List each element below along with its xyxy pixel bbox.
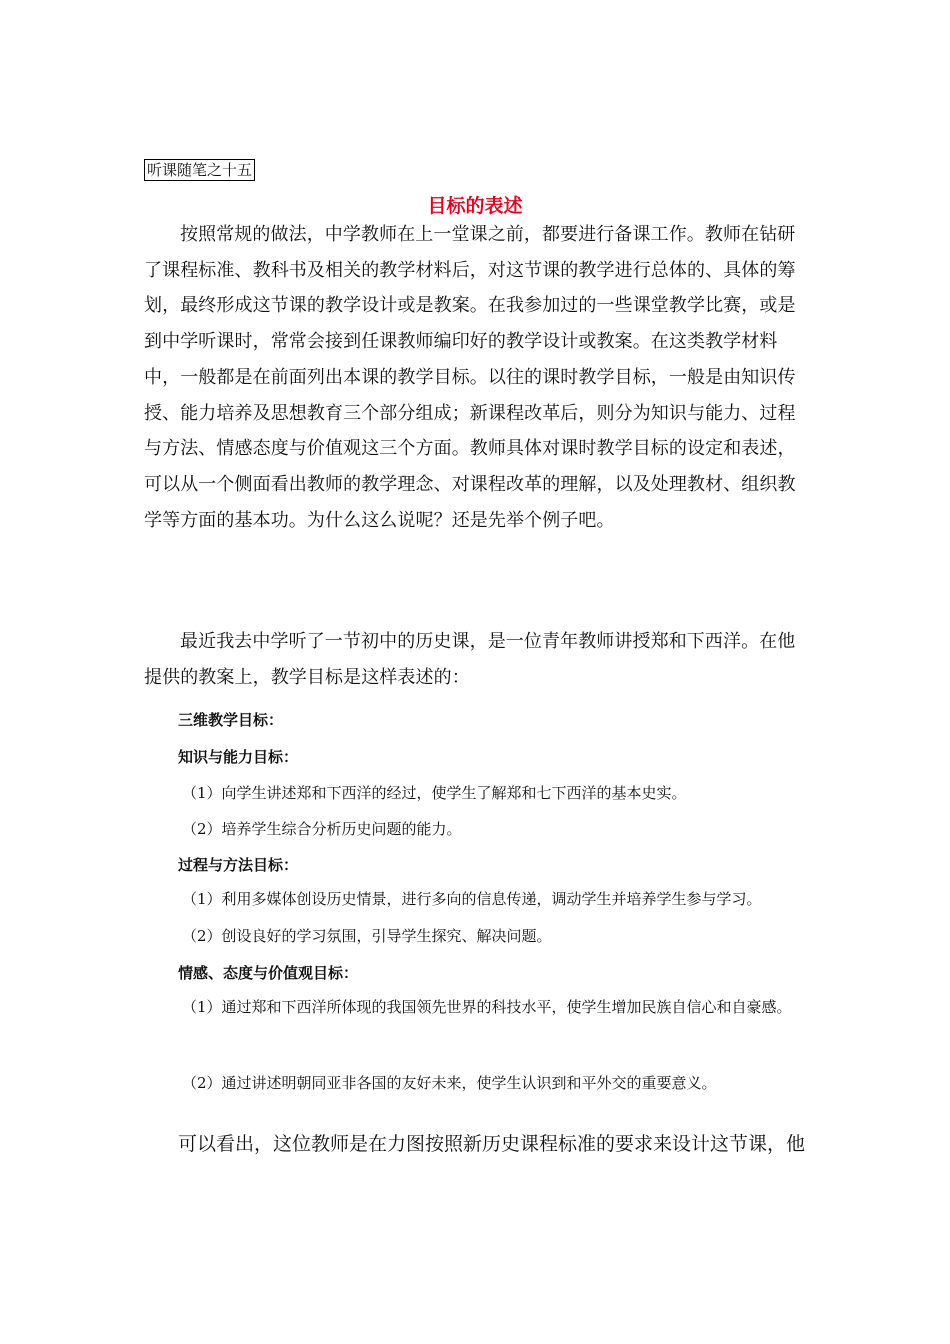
closing-paragraph: 可以看出，这位教师是在力图按照新历史课程标准的要求来设计这节课，他 bbox=[178, 1133, 806, 1155]
knowledge-item-2: （2）培养学生综合分析历史问题的能力。 bbox=[182, 820, 462, 838]
knowledge-heading: 知识与能力目标： bbox=[178, 748, 299, 766]
objectives-heading: 三维教学目标： bbox=[178, 711, 284, 729]
emotion-item-2: （2）通过讲述明朝同亚非各国的友好未来，使学生认识到和平外交的重要意义。 bbox=[182, 1074, 717, 1092]
body-paragraph-1: 按照常规的做法，中学教师在上一堂课之前，都要进行备课工作。教师在钻研了课程标准、教科书及相关的教学材料后，对这节课的教学进行总体的、具体的筹划，最终形成这节课的教学设计或是教案。在我参加过的一些课堂教学比赛，或是到中学听课时，常常会接到任课教师编印好的教学设计或教案。在这类教学材料中，一般都是在前面列出本课的教学目标。以往的课时教学目标，一般是由知识传授、能力培养及思想教育三个部分组成；新课程改革后，则分为知识与能力、过程与方法、情感态度与价值观这三个方面。教师具体对课时教学目标的设定和表述，可以从一个侧面看出教师的教学理念、对课程改革的理解，以及处理教材、组织教学等方面的基本功。为什么这么说呢？还是先举个例子吧。 bbox=[144, 224, 796, 531]
body-paragraph-2: 最近我去中学听了一节初中的历史课，是一位青年教师讲授郑和下西洋。在他提供的教案上，教学目标是这样表述的： bbox=[144, 631, 796, 688]
process-item-2: （2）创设良好的学习氛围，引导学生探究、解决问题。 bbox=[182, 927, 552, 945]
process-heading: 过程与方法目标： bbox=[178, 856, 299, 874]
process-item-1: （1）利用多媒体创设历史情景，进行多向的信息传递，调动学生并培养学生参与学习。 bbox=[182, 890, 762, 908]
emotion-item-1: （1）通过郑和下西洋所体现的我国领先世界的科技水平，使学生增加民族自信心和自豪感。 bbox=[182, 998, 792, 1016]
knowledge-item-1: （1）向学生讲述郑和下西洋的经过，使学生了解郑和七下西洋的基本史实。 bbox=[182, 784, 687, 802]
document-title: 目标的表述 bbox=[427, 195, 523, 217]
emotion-heading: 情感、态度与价值观目标： bbox=[178, 964, 359, 982]
series-label: 听课随笔之十五 bbox=[144, 159, 255, 181]
